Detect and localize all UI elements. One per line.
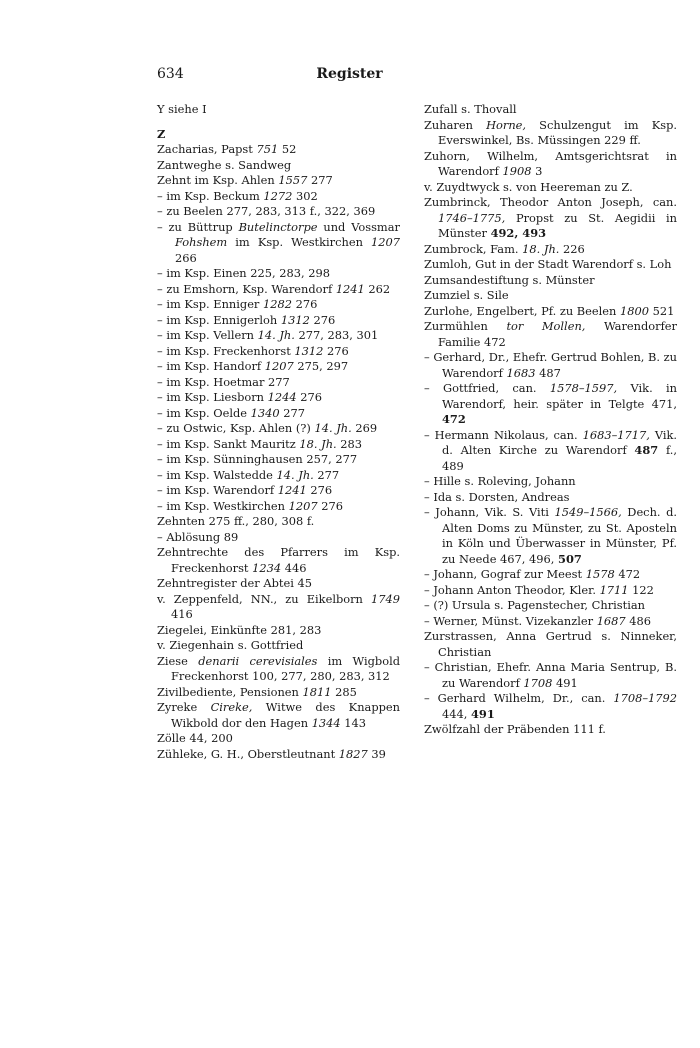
entry-text: 226 xyxy=(559,241,585,256)
entry-text: tor Mollen, xyxy=(506,319,586,333)
entry-text: 1312 xyxy=(294,343,324,358)
entry-text: Zuharen xyxy=(424,117,487,132)
entry-text: 1312 xyxy=(280,312,310,327)
index-subentry xyxy=(424,505,677,567)
entry-text: 269 xyxy=(351,421,378,435)
entry-text: Zurstrassen, Anna Gertrud s. Ninneker, Christian xyxy=(424,629,677,659)
entry-text: im Wigbold Freckenhorst 100, 277, 280, 283, 312 xyxy=(171,653,401,683)
entry-text: 1578–1597, xyxy=(549,381,618,395)
index-subentry xyxy=(424,567,677,583)
index-entry xyxy=(157,158,400,174)
index-entry xyxy=(157,142,400,158)
entry-text: – zu Beelen 277, 283, 313 f., 322, 369 xyxy=(157,204,376,218)
entry-text: Schulzengut im Ksp. Everswinkel, Bs. Müssingen 229 ff. xyxy=(438,117,677,147)
index-subentry xyxy=(424,381,677,428)
entry-text: 276 xyxy=(306,483,333,497)
index-entry xyxy=(157,576,400,592)
entry-text: v. Ziegenhain s. Gottfried xyxy=(157,638,304,652)
entry-text: Horne, xyxy=(486,117,527,132)
entry-text: 1207 xyxy=(371,235,400,249)
index-subentry xyxy=(424,598,677,614)
entry-text: 1683 xyxy=(506,365,536,380)
entry-text: – Gerhard Wilhelm, Dr., can. xyxy=(424,691,614,705)
index-entry xyxy=(424,288,677,304)
index-subentry xyxy=(157,452,400,468)
entry-text: denarii cerevisiales xyxy=(198,653,318,668)
page-number: 634 xyxy=(157,66,184,82)
index-entry xyxy=(424,195,677,242)
index-subentry xyxy=(157,313,400,329)
entry-text: – zu Emshorn, Ksp. Warendorf xyxy=(157,281,336,296)
entry-text: 472 xyxy=(442,412,466,426)
entry-text: 1272 xyxy=(263,188,293,203)
index-entry xyxy=(157,623,400,639)
entry-text: v. Zeppenfeld, NN., zu Eikelborn xyxy=(157,591,371,606)
entry-text: 143 xyxy=(340,715,367,730)
entry-text: – im Ksp. Beckum xyxy=(157,188,264,203)
entry-text: Zwölfzahl der Präbenden 111 f. xyxy=(424,722,606,736)
index-entry xyxy=(157,638,400,654)
index-entry xyxy=(424,118,677,149)
entry-text: – Hermann Nikolaus, can. xyxy=(424,427,583,442)
entry-text: – Gerhard, Dr., Ehefr. Gertrud Bohlen, B. zu Warendorf xyxy=(424,350,677,380)
index-subentry xyxy=(424,583,677,599)
entry-text: Zivilbediente, Pensionen xyxy=(157,684,303,699)
entry-text: 444, xyxy=(442,706,471,721)
entry-text: Zölle 44, 200 xyxy=(157,731,233,745)
entry-text: Zühleke, G. H., Oberstleutnant xyxy=(157,746,339,761)
index-subentry xyxy=(424,474,677,490)
entry-text: 1207 xyxy=(288,498,318,513)
entry-text: 1282 xyxy=(263,297,292,311)
entry-text: 487 xyxy=(535,365,561,380)
entry-text: Cireke, xyxy=(210,700,253,714)
index-subentry xyxy=(157,282,400,298)
index-subentry xyxy=(157,266,400,282)
index-entry xyxy=(424,257,677,273)
entry-text: Fohshem xyxy=(175,235,228,249)
entry-text: 1344 xyxy=(311,715,341,730)
index-subentry xyxy=(157,437,400,453)
section-letter xyxy=(157,127,400,143)
entry-text: 302 xyxy=(292,188,318,203)
entry-text: Zufall s. Thovall xyxy=(424,102,517,116)
index-subentry xyxy=(157,297,400,313)
entry-text: 1557 xyxy=(278,173,308,187)
entry-text: – zu Ostwic, Ksp. Ahlen (?) xyxy=(157,421,315,435)
entry-text: 52 xyxy=(278,142,297,156)
entry-text: – Johann, Vik. S. Viti xyxy=(424,505,555,519)
index-subentry xyxy=(157,375,400,391)
entry-text: 276 xyxy=(309,312,336,327)
entry-text: – Ablösung 89 xyxy=(157,529,239,544)
index-subentry xyxy=(157,530,400,546)
entry-text: – im Ksp. Freckenhorst xyxy=(157,343,295,358)
entry-text: Z xyxy=(157,126,166,141)
entry-text: – im Ksp. Oelde xyxy=(157,405,251,420)
index-subentry xyxy=(424,614,677,630)
index-entry xyxy=(157,685,400,701)
entry-text: 14. Jh. xyxy=(314,421,352,435)
index-entry xyxy=(157,173,400,189)
entry-text: Propst zu St. Aegidii in Münster xyxy=(438,210,677,240)
entry-text: – im Ksp. Hoetmar 277 xyxy=(157,374,290,389)
entry-text: – im Ksp. Sünninghausen 257, 277 xyxy=(157,452,358,466)
index-subentry xyxy=(157,499,400,515)
entry-text: 1683–1717, xyxy=(582,427,650,442)
index-entry xyxy=(424,722,677,738)
entry-text: – Ida s. Dorsten, Andreas xyxy=(424,489,570,504)
entry-text: 276 xyxy=(317,498,343,513)
index-subentry xyxy=(424,490,677,506)
entry-text: – Johann Anton Theodor, Kler. xyxy=(424,582,600,597)
entry-text: 491 xyxy=(552,675,578,690)
index-entry xyxy=(157,747,400,763)
entry-text: Vik. in Warendorf, heir. später in Telgte 471, xyxy=(442,381,677,411)
entry-text: 1711 xyxy=(599,582,629,597)
entry-text: und Vossmar xyxy=(317,219,400,234)
entry-text: 751 xyxy=(256,142,279,156)
entry-text: Zumbrock, Fam. xyxy=(424,241,523,256)
entry-text: Zuhorn, Wilhelm, Amtsgerichtsrat in Warendorf xyxy=(424,148,677,178)
entry-text: Dech. d. Alten Doms zu Münster, zu St. Aposteln in Köln und Überwasser in Münster, Pf. zu Neede 467, 496, xyxy=(442,505,677,566)
index-subentry xyxy=(424,350,677,381)
entry-text: 1340 xyxy=(250,405,280,420)
entry-text: 486 xyxy=(625,613,652,628)
entry-text: 487 xyxy=(634,443,659,457)
entry-text: – im Ksp. Vellern xyxy=(157,328,258,342)
entry-text: – (?) Ursula s. Pagenstecher, Christian xyxy=(424,598,645,612)
entry-text: 277, 283, 301 xyxy=(294,328,379,342)
entry-text: 276 xyxy=(292,297,318,311)
entry-text: 276 xyxy=(296,390,322,404)
entry-text: Zumsandestiftung s. Münster xyxy=(424,272,595,287)
entry-text: Warendorfer Familie 472 xyxy=(438,319,677,349)
entry-text: – im Ksp. Walstedde xyxy=(157,467,277,482)
entry-text: 1549–1566, xyxy=(554,505,622,519)
entry-text: Zehnten 275 ff., 280, 308 f. xyxy=(157,514,315,528)
index-subentry xyxy=(424,428,677,475)
index-subentry xyxy=(157,468,400,484)
entry-text: Ziese xyxy=(157,653,199,668)
entry-text: – Gottfried, can. xyxy=(424,381,550,395)
running-title: Register xyxy=(316,66,383,82)
entry-text: f., 489 xyxy=(442,443,678,473)
entry-text: 1244 xyxy=(267,390,297,404)
entry-text: – im Ksp. Liesborn xyxy=(157,390,268,404)
entry-text: 18. Jh. xyxy=(522,241,560,256)
entry-text: Zehnt im Ksp. Ahlen xyxy=(157,173,279,187)
index-entry xyxy=(424,102,677,118)
entry-text: Witwe des Knappen Wikbold dor den Hagen xyxy=(171,700,400,730)
entry-text: – im Ksp. Handorf xyxy=(157,359,265,373)
entry-text: Zurmühlen xyxy=(424,319,507,333)
entry-text: Zumbrinck, Theodor Anton Joseph, can. xyxy=(424,195,677,209)
entry-text: 1908 xyxy=(502,164,532,178)
index-subentry xyxy=(157,359,400,375)
entry-text: v. Zuydtwyck s. von Heereman zu Z. xyxy=(424,179,633,194)
index-entry xyxy=(424,149,677,180)
entry-text: 1708–1792 xyxy=(613,691,677,705)
index-subentry xyxy=(157,406,400,422)
entry-text: 18. Jh. xyxy=(299,436,337,451)
index-entry xyxy=(424,629,677,660)
entry-text: Zumloh, Gut in der Stadt Warendorf s. Loh xyxy=(424,257,672,271)
entry-text: 1800 xyxy=(620,303,650,318)
entry-text: Zyreke xyxy=(157,700,211,714)
entry-text: 266 xyxy=(175,250,197,265)
entry-text: Zantweghe s. Sandweg xyxy=(157,157,292,172)
entry-text: 275, 297 xyxy=(293,359,349,373)
entry-text: 521 xyxy=(649,303,675,318)
entry-text: 14. Jh. xyxy=(276,467,314,482)
entry-text: Vik. d. Alten Kirche zu Warendorf xyxy=(442,427,678,457)
entry-text: Zehntrechte des Pfarrers im Ksp. Freckenhorst xyxy=(157,545,400,575)
entry-text: 276 xyxy=(323,343,349,358)
entry-text: 507 xyxy=(558,551,582,566)
index-entry xyxy=(424,304,677,320)
entry-text: 285 xyxy=(331,684,357,699)
entry-text: 14. Jh. xyxy=(257,328,295,342)
entry-text: Y siehe I xyxy=(157,102,207,116)
entry-text: im Ksp. Westkirchen xyxy=(227,235,371,249)
entry-text: 1234 xyxy=(252,560,282,575)
entry-text: – Johann, Gograf zur Meest xyxy=(424,567,586,581)
index-entry xyxy=(157,592,400,623)
entry-text: – Werner, Münst. Vizekanzler xyxy=(424,613,597,628)
entry-text: 1827 xyxy=(338,746,368,761)
entry-text: 416 xyxy=(171,607,193,621)
index-entry xyxy=(424,273,677,289)
entry-text: 1811 xyxy=(302,684,332,699)
entry-text: – im Ksp. Westkirchen xyxy=(157,498,289,513)
index-entry xyxy=(424,242,677,258)
entry-text: 491 xyxy=(470,706,495,721)
entry-text: Zurlohe, Engelbert, Pf. zu Beelen xyxy=(424,303,621,318)
entry-text: 283 xyxy=(336,436,363,451)
index-subentry xyxy=(424,691,677,722)
entry-text: 1241 xyxy=(335,281,365,296)
index-subentry xyxy=(157,390,400,406)
entry-text: 122 xyxy=(628,582,654,597)
entry-text: – im Ksp. Warendorf xyxy=(157,483,278,497)
entry-text: – Hille s. Roleving, Johann xyxy=(424,474,576,488)
index-entry xyxy=(157,700,400,731)
entry-text: Zehntregister der Abtei 45 xyxy=(157,576,312,590)
index-entry xyxy=(424,180,677,196)
entry-text: 1207 xyxy=(264,359,294,373)
index-entry xyxy=(157,545,400,576)
index-subentry xyxy=(424,660,677,691)
entry-text: 262 xyxy=(364,281,391,296)
entry-text: 1241 xyxy=(277,483,307,497)
entry-text: 472 xyxy=(614,567,641,581)
index-subentry xyxy=(157,421,400,437)
page-header xyxy=(157,66,542,88)
entry-text: Zumziel s. Sile xyxy=(424,288,509,302)
entry-text: 492, 493 xyxy=(490,226,547,240)
entry-text: 1687 xyxy=(596,613,626,628)
index-subentry xyxy=(157,204,400,220)
entry-text: 277 xyxy=(307,173,333,187)
index-entry xyxy=(157,102,400,118)
index-column-left xyxy=(157,102,400,762)
entry-text: Ziegelei, Einkünfte 281, 283 xyxy=(157,622,322,637)
entry-text: – zu Büttrup xyxy=(157,219,239,234)
entry-text: 446 xyxy=(281,560,307,575)
index-subentry xyxy=(157,189,400,205)
entry-text: 277 xyxy=(313,467,340,482)
entry-text: 1578 xyxy=(585,567,615,581)
index-entry xyxy=(157,514,400,530)
index-subentry xyxy=(157,483,400,499)
index-column-right xyxy=(424,102,677,738)
index-subentry xyxy=(157,220,400,267)
entry-text: 1746–1775, xyxy=(438,210,506,225)
index-subentry xyxy=(157,328,400,344)
entry-text: 1749 xyxy=(371,591,400,606)
entry-text: – im Ksp. Sankt Mauritz xyxy=(157,436,300,451)
index-entry xyxy=(157,654,400,685)
entry-text: Butelinctorpe xyxy=(238,219,318,234)
entry-text: – im Ksp. Einen 225, 283, 298 xyxy=(157,266,330,280)
entry-text: 277 xyxy=(279,405,306,420)
entry-text: – im Ksp. Enniger xyxy=(157,297,263,311)
index-entry xyxy=(157,731,400,747)
index-subentry xyxy=(157,344,400,360)
entry-text: 39 xyxy=(367,746,386,761)
entry-text: 1708 xyxy=(523,675,553,690)
entry-text: – im Ksp. Ennigerloh xyxy=(157,312,281,327)
entry-text: Zacharias, Papst xyxy=(157,142,257,156)
entry-text: 3 xyxy=(531,164,543,178)
index-entry xyxy=(424,319,677,350)
entry-text: – Christian, Ehefr. Anna Maria Sentrup, B. zu Warendorf xyxy=(424,660,677,690)
